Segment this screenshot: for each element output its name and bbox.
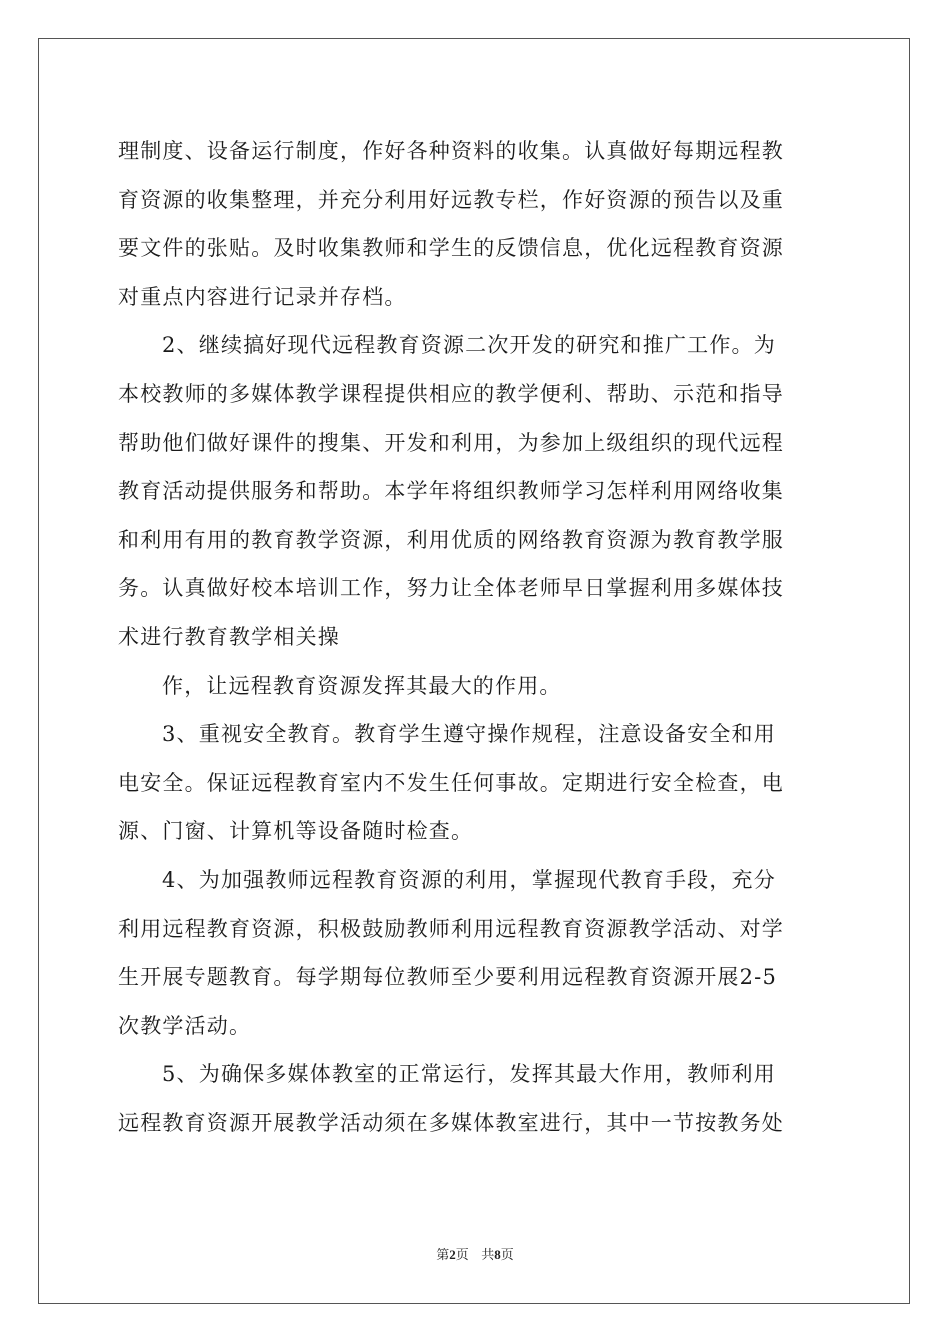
footer-total-pages: 8	[494, 1247, 501, 1262]
page-footer	[0, 1244, 950, 1263]
text-line: 5、为确保多媒体教室的正常运行，发挥其最大作用，教师利用	[162, 1062, 776, 1087]
text-line: 次教学活动。	[118, 1013, 252, 1038]
footer-prefix: 第	[436, 1248, 450, 1263]
text-line: 生开展专题教育。每学期每位教师至少要利用远程教育资源开展2-5	[118, 965, 778, 990]
document-body	[118, 127, 834, 1147]
footer-total-suffix: 页	[500, 1248, 514, 1263]
text-line: 理制度、设备运行制度，作好各种资料的收集。认真做好每期远程教	[118, 139, 784, 163]
text-line: 帮助他们做好课件的搜集、开发和利用，为参加上级组织的现代远程	[118, 430, 784, 455]
text-line: 3、重视安全教育。教育学生遵守操作规程，注意设备安全和用	[162, 722, 776, 747]
text-line: 4、为加强教师远程教育资源的利用，掌握现代教育手段，充分	[162, 867, 776, 892]
text-line: 2、继续搞好现代远程教育资源二次开发的研究和推广工作。为	[162, 333, 776, 358]
text-line: 务。认真做好校本培训工作，努力让全体老师早日掌握利用多媒体技	[118, 576, 784, 601]
text-line: 源、门窗、计算机等设备随时检查。	[118, 819, 474, 844]
footer-total-prefix: 共	[481, 1248, 495, 1263]
footer-page-number: 2	[449, 1247, 456, 1262]
text-line: 术进行教育教学相关操	[118, 624, 340, 649]
text-line: 教育活动提供服务和帮助。本学年将组织教师学习怎样利用网络收集	[118, 479, 784, 504]
text-line: 育资源的收集整理，并充分利用好远教专栏，作好资源的预告以及重	[118, 187, 784, 212]
text-line: 远程教育资源开展教学活动须在多媒体教室进行，其中一节按教务处	[118, 1110, 784, 1135]
text-line: 作，让远程教育资源发挥其最大的作用。	[162, 673, 562, 698]
text-line: 要文件的张贴。及时收集教师和学生的反馈信息，优化远程教育资源	[118, 236, 784, 261]
text-line: 和利用有用的教育教学资源，利用优质的网络教育资源为教育教学服	[118, 527, 784, 552]
text-line: 电安全。保证远程教育室内不发生任何事故。定期进行安全检查，电	[118, 770, 784, 795]
text-line: 本校教师的多媒体教学课程提供相应的教学便利、帮助、示范和指导	[118, 381, 784, 406]
footer-page-suffix: 页	[455, 1248, 469, 1263]
text-line: 利用远程教育资源，积极鼓励教师利用远程教育资源教学活动、对学	[118, 916, 784, 941]
text-line: 对重点内容进行记录并存档。	[118, 284, 407, 309]
